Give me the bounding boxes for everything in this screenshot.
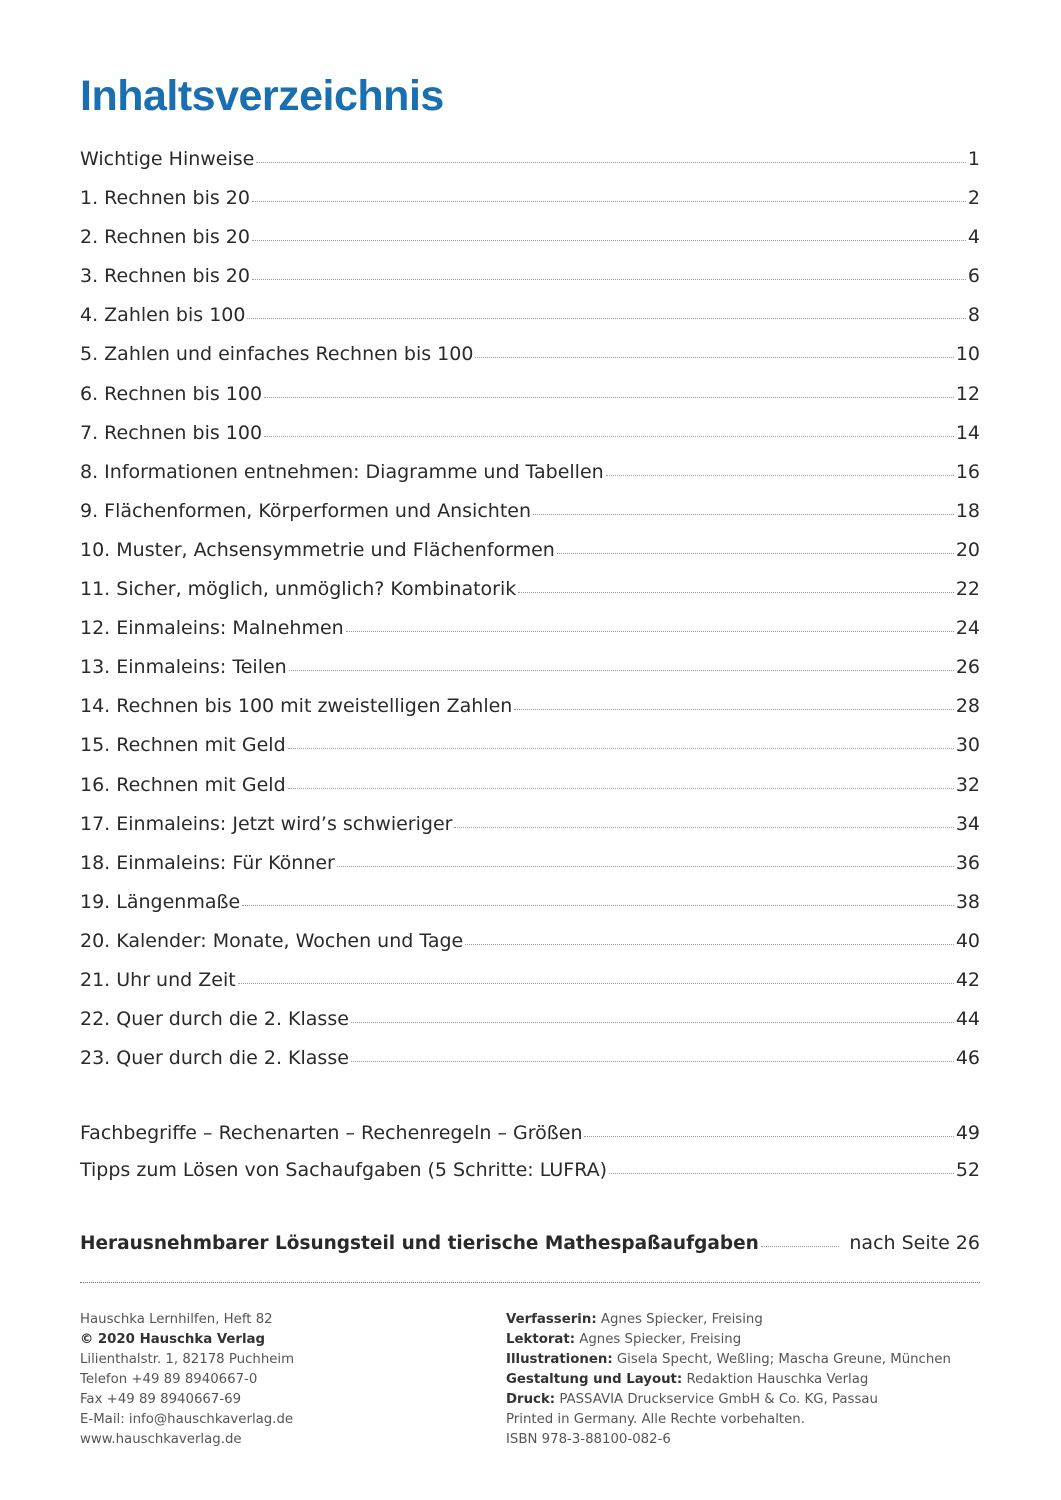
toc-entry [80, 383, 980, 422]
imprint-line: Telefon +49 89 8940667-0 [80, 1372, 258, 1387]
dotted-leader [609, 1173, 954, 1174]
toc-entry [80, 852, 980, 891]
imprint-publisher [80, 1310, 294, 1450]
toc-entry-title: 23. Quer durch die 2. Klasse [80, 1047, 349, 1070]
toc-entry-title: 2. Rechnen bis 20 [80, 226, 250, 249]
toc-entry-page: 12 [955, 382, 980, 405]
toc-entry-title: 8. Informationen entnehmen: Diagramme und Tabellen [80, 460, 604, 483]
toc-entry-page: 18 [955, 499, 980, 522]
dotted-leader [238, 983, 954, 984]
toc-entry-page: 10 [955, 343, 980, 366]
dotted-leader [454, 827, 953, 828]
page-title: Inhaltsverzeichnis [80, 72, 444, 120]
toc-entry-page: nach Seite 26 [849, 1232, 980, 1254]
imprint-line: © 2020 Hauschka Verlag [80, 1332, 266, 1347]
toc-entry-title: 17. Einmaleins: Jetzt wird’s schwieriger [80, 812, 453, 835]
dotted-leader [465, 944, 954, 945]
credit-label: Druck: [506, 1392, 556, 1407]
toc-entry-page: 14 [955, 421, 980, 444]
toc-entry-page: 8 [967, 304, 980, 327]
toc-entry [80, 500, 980, 539]
imprint-line: Hauschka Lernhilfen, Heft 82 [80, 1312, 273, 1327]
toc-entry-title: 21. Uhr und Zeit [80, 968, 236, 991]
toc-entry-page: 46 [955, 1047, 980, 1070]
dotted-leader [247, 318, 965, 319]
toc-entry [80, 304, 980, 343]
toc-entry-title: 16. Rechnen mit Geld [80, 773, 286, 796]
dotted-leader [351, 1061, 954, 1062]
toc-entry-page: 26 [955, 656, 980, 679]
table-of-contents [80, 148, 980, 1086]
toc-entry [80, 187, 980, 226]
toc-entry-title: 13. Einmaleins: Teilen [80, 656, 287, 679]
dotted-leader [264, 397, 954, 398]
toc-entry-page: 28 [955, 695, 980, 718]
toc-entry-title: 20. Kalender: Monate, Wochen und Tage [80, 929, 464, 952]
dotted-leader [584, 1136, 953, 1137]
dotted-leader [337, 866, 954, 867]
toc-entry-page: 2 [967, 187, 980, 210]
toc-entry-page: 22 [955, 578, 980, 601]
dotted-leader [518, 592, 954, 593]
credit-label: Illustrationen: [506, 1352, 613, 1367]
dotted-leader [242, 905, 954, 906]
dotted-leader [289, 670, 954, 671]
dotted-leader [475, 357, 953, 358]
toc-entry-page: 34 [955, 812, 980, 835]
toc-entry-title: 5. Zahlen und einfaches Rechnen bis 100 [80, 343, 474, 366]
toc-entry-title: 18. Einmaleins: Für Könner [80, 851, 335, 874]
toc-entry [80, 891, 980, 930]
toc-entry-title: 7. Rechnen bis 100 [80, 421, 263, 444]
toc-entry-title: 15. Rechnen mit Geld [80, 734, 286, 757]
toc-entry [80, 1122, 980, 1159]
toc-entry-title: 11. Sicher, möglich, unmöglich? Kombinatorik [80, 578, 517, 601]
dotted-leader [606, 475, 954, 476]
toc-entry [80, 539, 980, 578]
credit-label: Lektorat: [506, 1332, 576, 1347]
dotted-leader [557, 553, 954, 554]
toc-entry [80, 1008, 980, 1047]
dotted-leader [288, 788, 954, 789]
toc-entry-page: 6 [967, 265, 980, 288]
toc-entry [80, 930, 980, 969]
toc-entry [80, 774, 980, 813]
toc-entry-title: 22. Quer durch die 2. Klasse [80, 1008, 349, 1031]
toc-entry-title: 19. Längenmaße [80, 890, 241, 913]
credit-value: Gisela Specht, Weßling; Mascha Greune, München [612, 1352, 951, 1367]
dotted-leader [533, 514, 954, 515]
credit-line [506, 1330, 951, 1350]
toc-entry-page: 1 [967, 148, 980, 170]
dotted-leader [264, 436, 954, 437]
toc-entry [80, 617, 980, 656]
toc-entry-page: 20 [955, 538, 980, 561]
dotted-separator [80, 1282, 980, 1283]
credit-label: Verfasserin: [506, 1312, 597, 1327]
toc-appendix [80, 1122, 980, 1195]
credit-line [506, 1370, 951, 1390]
credit-line [506, 1310, 951, 1330]
toc-solution-section [80, 1232, 980, 1271]
toc-entry-title: 10. Muster, Achsensymmetrie und Flächenformen [80, 538, 555, 561]
toc-entry [80, 1047, 980, 1086]
toc-entry-title: 1. Rechnen bis 20 [80, 187, 250, 210]
toc-entry [80, 813, 980, 852]
toc-entry [80, 734, 980, 773]
toc-entry-title: 6. Rechnen bis 100 [80, 382, 263, 405]
imprint-line: Lilienthalstr. 1, 82178 Puchheim [80, 1352, 295, 1367]
toc-entry-page: 36 [955, 851, 980, 874]
dotted-leader [256, 162, 966, 163]
dotted-leader [761, 1246, 840, 1247]
imprint-line: www.hauschkaverlag.de [80, 1432, 242, 1447]
dotted-leader [351, 1022, 954, 1023]
toc-entry [80, 226, 980, 265]
toc-entry-page: 32 [955, 773, 980, 796]
credit-value: Agnes Spiecker, Freising [575, 1332, 742, 1347]
credit-line [506, 1350, 951, 1370]
toc-entry-title: Fachbegriffe – Rechenarten – Rechenregeln – Größen [80, 1122, 583, 1144]
toc-entry-page: 42 [955, 968, 980, 991]
dotted-leader [252, 240, 966, 241]
toc-entry-title: 14. Rechnen bis 100 mit zweistelligen Zahlen [80, 695, 513, 718]
credit-value: ISBN 978-3-88100-082-6 [506, 1432, 671, 1447]
toc-entry-page: 49 [955, 1122, 980, 1144]
toc-entry [80, 343, 980, 382]
credit-line [506, 1430, 951, 1450]
toc-entry-page: 44 [955, 1008, 980, 1031]
dotted-leader [514, 709, 953, 710]
toc-entry-title: Wichtige Hinweise [80, 148, 255, 170]
toc-entry-page: 40 [955, 929, 980, 952]
imprint-line: E-Mail: info@hauschkaverlag.de [80, 1412, 294, 1427]
toc-entry-page: 24 [955, 617, 980, 640]
credit-line [506, 1410, 951, 1430]
toc-entry-page: 4 [967, 226, 980, 249]
toc-entry [80, 578, 980, 617]
toc-entry-solution [80, 1232, 980, 1271]
toc-entry [80, 422, 980, 461]
credit-value: Printed in Germany. Alle Rechte vorbehalten. [506, 1412, 805, 1427]
dotted-leader [252, 279, 966, 280]
dotted-leader [346, 631, 954, 632]
toc-entry-page: 30 [955, 734, 980, 757]
toc-entry-title: 4. Zahlen bis 100 [80, 304, 246, 327]
toc-entry-title: 3. Rechnen bis 20 [80, 265, 250, 288]
credit-value: Redaktion Hauschka Verlag [682, 1372, 869, 1387]
toc-entry-title: Tipps zum Lösen von Sachaufgaben (5 Schritte: LUFRA) [80, 1158, 608, 1181]
dotted-leader [288, 748, 954, 749]
toc-entry-page: 16 [955, 460, 980, 483]
toc-entry [80, 148, 980, 187]
toc-entry [80, 695, 980, 734]
credit-value: PASSAVIA Druckservice GmbH & Co. KG, Passau [555, 1392, 878, 1407]
dotted-leader [252, 201, 966, 202]
credit-label: Gestaltung und Layout: [506, 1372, 683, 1387]
toc-entry-page: 52 [955, 1158, 980, 1181]
toc-entry [80, 969, 980, 1008]
imprint-line: Fax +49 89 8940667-69 [80, 1392, 242, 1407]
toc-entry-page: 38 [955, 890, 980, 913]
credit-value: Agnes Spiecker, Freising [596, 1312, 763, 1327]
toc-entry-title: Herausnehmbarer Lösungsteil und tierische Mathespaßaufgaben [80, 1233, 759, 1254]
credit-line [506, 1390, 951, 1410]
toc-entry [80, 461, 980, 500]
toc-entry-title: 12. Einmaleins: Malnehmen [80, 617, 344, 640]
toc-entry [80, 656, 980, 695]
imprint-credits [506, 1310, 951, 1450]
toc-entry-title: 9. Flächenformen, Körperformen und Ansichten [80, 499, 531, 522]
toc-entry [80, 1159, 980, 1196]
toc-entry [80, 265, 980, 304]
